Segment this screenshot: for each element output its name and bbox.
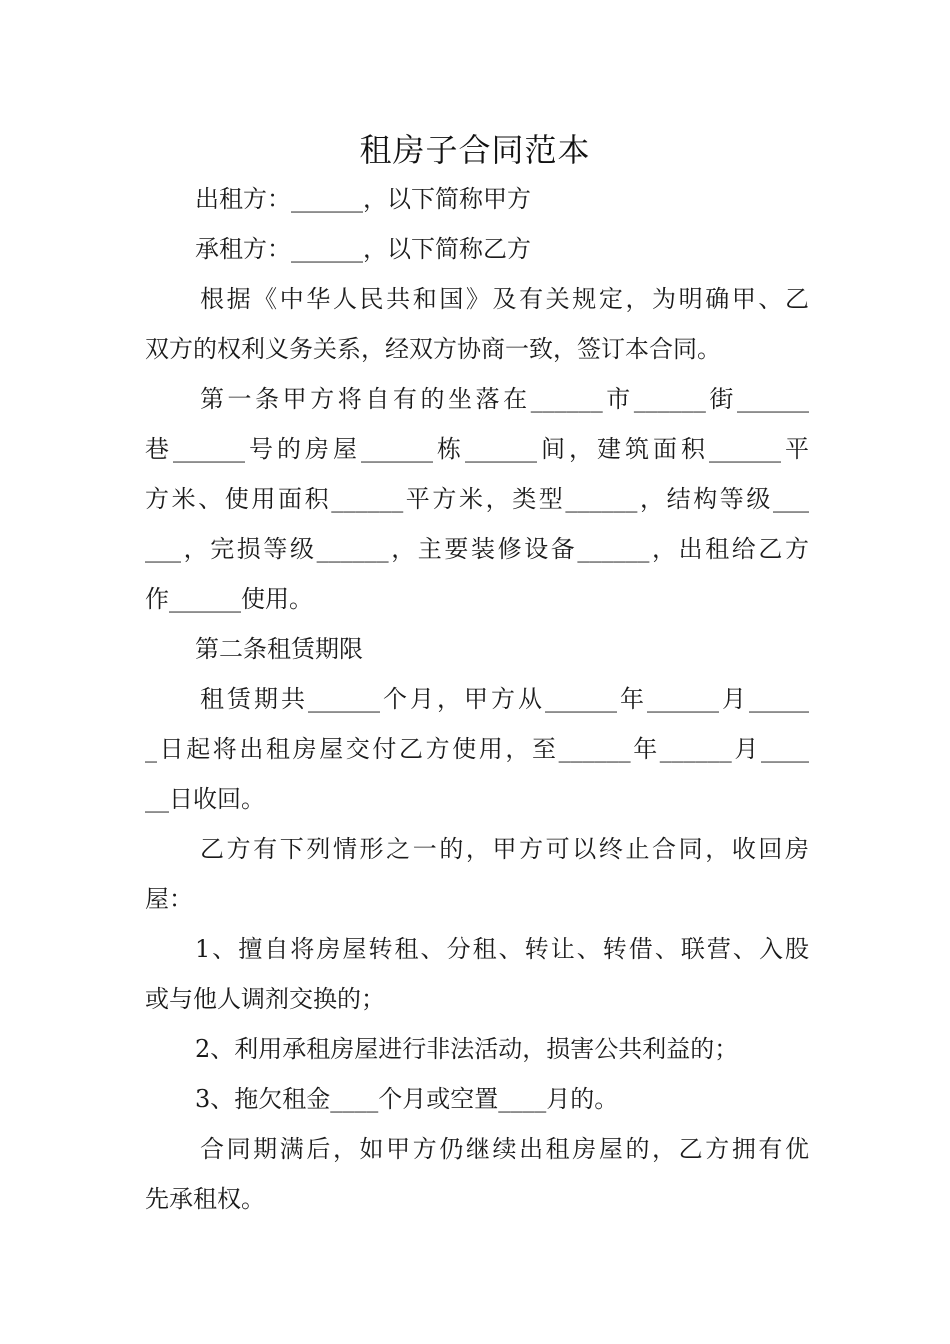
document-title: 租房子合同范本 xyxy=(359,131,591,169)
preamble-line-1: 根据《中华人民共和国》及有关规定，为明确甲、乙 xyxy=(200,285,809,313)
renewal-line-2: 先承租权。 xyxy=(145,1185,265,1213)
lease-term-line-1: 租赁期共______个月，甲方从______年______月_____ xyxy=(200,685,809,713)
lessee-line: 承租方：______，以下简称乙方 xyxy=(195,235,531,263)
termination-intro-line-1: 乙方有下列情形之一的，甲方可以终止合同，收回房 xyxy=(200,835,809,863)
preamble-line-2: 双方的权利义务关系，经双方协商一致，签订本合同。 xyxy=(145,335,721,363)
lessor-line: 出租方：______，以下简称甲方 xyxy=(195,185,531,213)
article-1-line-1: 第一条甲方将自有的坐落在______市______街______ xyxy=(200,385,809,413)
condition-1-line-1: 1、擅自将房屋转租、分租、转让、转借、联营、入股 xyxy=(195,935,809,963)
article-2-heading: 第二条租赁期限 xyxy=(195,635,363,663)
condition-1-line-2: 或与他人调剂交换的； xyxy=(145,985,385,1013)
article-1-line-5: 作______使用。 xyxy=(145,585,313,613)
article-1-line-4: ___，完损等级______，主要装修设备______，出租给乙方 xyxy=(145,535,809,563)
termination-intro-line-2: 屋： xyxy=(145,885,193,913)
condition-2-line: 2、利用承租房屋进行非法活动，损害公共利益的； xyxy=(195,1035,739,1063)
lease-term-line-2: _日起将出租房屋交付乙方使用，至______年______月____ xyxy=(145,735,809,763)
condition-3-line: 3、拖欠租金____个月或空置____月的。 xyxy=(195,1085,619,1113)
article-1-line-2: 巷______号的房屋______栋______间，建筑面积______平 xyxy=(145,435,809,463)
lease-term-line-3: __日收回。 xyxy=(145,785,265,813)
article-1-line-3: 方米、使用面积______平方米，类型______，结构等级___ xyxy=(145,485,809,513)
renewal-line-1: 合同期满后，如甲方仍继续出租房屋的，乙方拥有优 xyxy=(200,1135,809,1163)
